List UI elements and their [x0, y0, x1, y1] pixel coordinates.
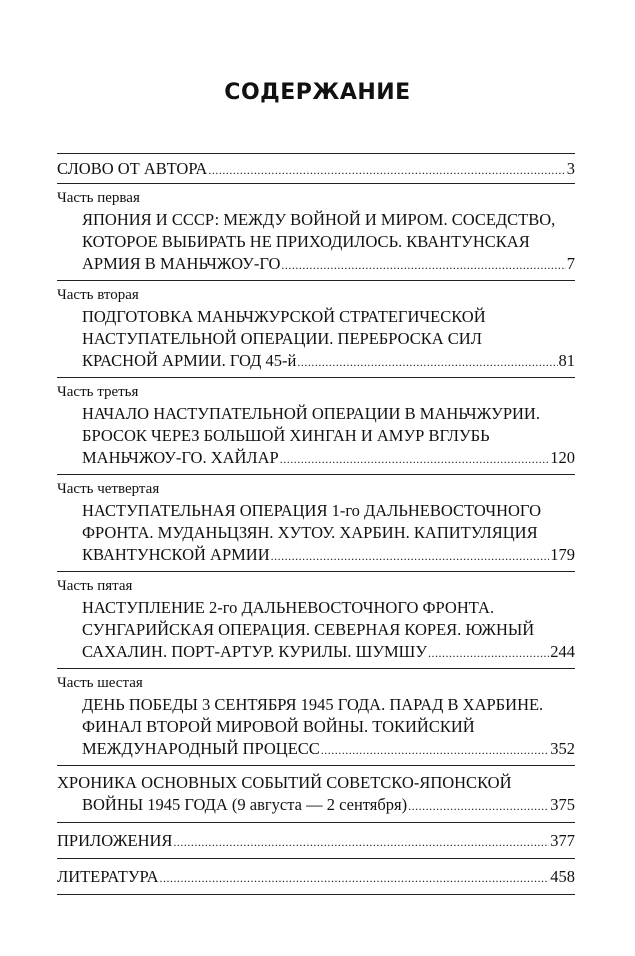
page-number: 458: [550, 867, 575, 886]
toc-entry-chronicle[interactable]: [57, 766, 575, 822]
page-number: 179: [550, 545, 575, 564]
divider: [57, 894, 575, 895]
toc-entry-part-5[interactable]: [57, 572, 575, 668]
entry-line: САХАЛИН. ПОРТ-АРТУР. КУРИЛЫ. ШУМШУ: [82, 642, 428, 661]
toc-entry-part-2[interactable]: [57, 281, 575, 377]
entry-line: АРМИЯ В МАНЬЧЖОУ-ГО: [82, 254, 281, 273]
part-label: Часть вторая: [57, 287, 139, 303]
entry-line: НАЧАЛО НАСТУПАТЕЛЬНОЙ ОПЕРАЦИИ В МАНЬЧЖУРИИ.: [82, 404, 540, 423]
page-number: 3: [566, 159, 575, 178]
part-label: Часть шестая: [57, 675, 143, 691]
toc-entry-part-1[interactable]: [57, 184, 575, 280]
page-number: 244: [550, 642, 575, 661]
toc-entry-literature[interactable]: [57, 859, 575, 894]
part-label: Часть четвертая: [57, 481, 160, 497]
table-of-contents: [57, 153, 575, 895]
entry-line: БРОСОК ЧЕРЕЗ БОЛЬШОЙ ХИНГАН И АМУР ВГЛУБЬ: [82, 426, 490, 445]
part-label: Часть первая: [57, 190, 140, 206]
toc-entry-part-4[interactable]: [57, 475, 575, 571]
page-number: 120: [550, 448, 575, 467]
part-label: Часть пятая: [57, 578, 133, 594]
entry-line: НАСТУПАТЕЛЬНОЙ ОПЕРАЦИИ. ПЕРЕБРОСКА СИЛ: [82, 329, 482, 348]
part-label: Часть третья: [57, 384, 139, 400]
toc-entry-appendix[interactable]: [57, 823, 575, 858]
entry-line: КОТОРОЕ ВЫБИРАТЬ НЕ ПРИХОДИЛОСЬ. КВАНТУНСКАЯ: [82, 232, 530, 251]
toc-entry-part-3[interactable]: [57, 378, 575, 474]
entry-line: НАСТУПЛЕНИЕ 2-го ДАЛЬНЕВОСТОЧНОГО ФРОНТА.: [82, 598, 495, 617]
entry-title: ЛИТЕРАТУРА: [57, 867, 159, 886]
entry-line: НАСТУПАТЕЛЬНАЯ ОПЕРАЦИЯ 1-го ДАЛЬНЕВОСТОЧНОГО: [82, 501, 541, 520]
entry-line: ВОЙНЫ 1945 ГОДА (9 августа — 2 сентября): [82, 795, 408, 814]
entry-line: МАНЬЧЖОУ-ГО. ХАЙЛАР: [82, 448, 279, 467]
page-number: 352: [550, 739, 575, 758]
entry-line: ДЕНЬ ПОБЕДЫ 3 СЕНТЯБРЯ 1945 ГОДА. ПАРАД В ХАРБИНЕ.: [82, 695, 544, 714]
entry-line: КВАНТУНСКОЙ АРМИИ: [82, 545, 270, 564]
entry-line: ЯПОНИЯ И СССР: МЕЖДУ ВОЙНОЙ И МИРОМ. СОСЕДСТВО,: [82, 210, 556, 229]
entry-line: ПОДГОТОВКА МАНЬЧЖУРСКОЙ СТРАТЕГИЧЕСКОЙ: [82, 307, 486, 326]
entry-line: КРАСНОЙ АРМИИ. ГОД 45-й: [82, 351, 297, 370]
page-number: 377: [550, 831, 575, 850]
entry-line: СУНГАРИЙСКАЯ ОПЕРАЦИЯ. СЕВЕРНАЯ КОРЕЯ. ЮЖНЫЙ: [82, 620, 535, 639]
entry-line: ФИНАЛ ВТОРОЙ МИРОВОЙ ВОЙНЫ. ТОКИЙСКИЙ: [82, 717, 475, 736]
entry-line: ХРОНИКА ОСНОВНЫХ СОБЫТИЙ СОВЕТСКО-ЯПОНСКОЙ: [57, 773, 512, 792]
toc-entry-part-6[interactable]: [57, 669, 575, 765]
entry-line: МЕЖДУНАРОДНЫЙ ПРОЦЕСС: [82, 739, 320, 758]
page-number: 375: [550, 795, 575, 814]
page-title: СОДЕРЖАНИЕ: [224, 80, 411, 105]
page-number: 7: [566, 254, 575, 273]
entry-line: ФРОНТА. МУДАНЬЦЗЯН. ХУТОУ. ХАРБИН. КАПИТУЛЯЦИЯ: [82, 523, 538, 542]
toc-entry-foreword[interactable]: [57, 154, 575, 183]
entry-title: ПРИЛОЖЕНИЯ: [57, 831, 173, 850]
page-number: 81: [558, 351, 575, 370]
entry-title: СЛОВО ОТ АВТОРА: [57, 159, 208, 178]
